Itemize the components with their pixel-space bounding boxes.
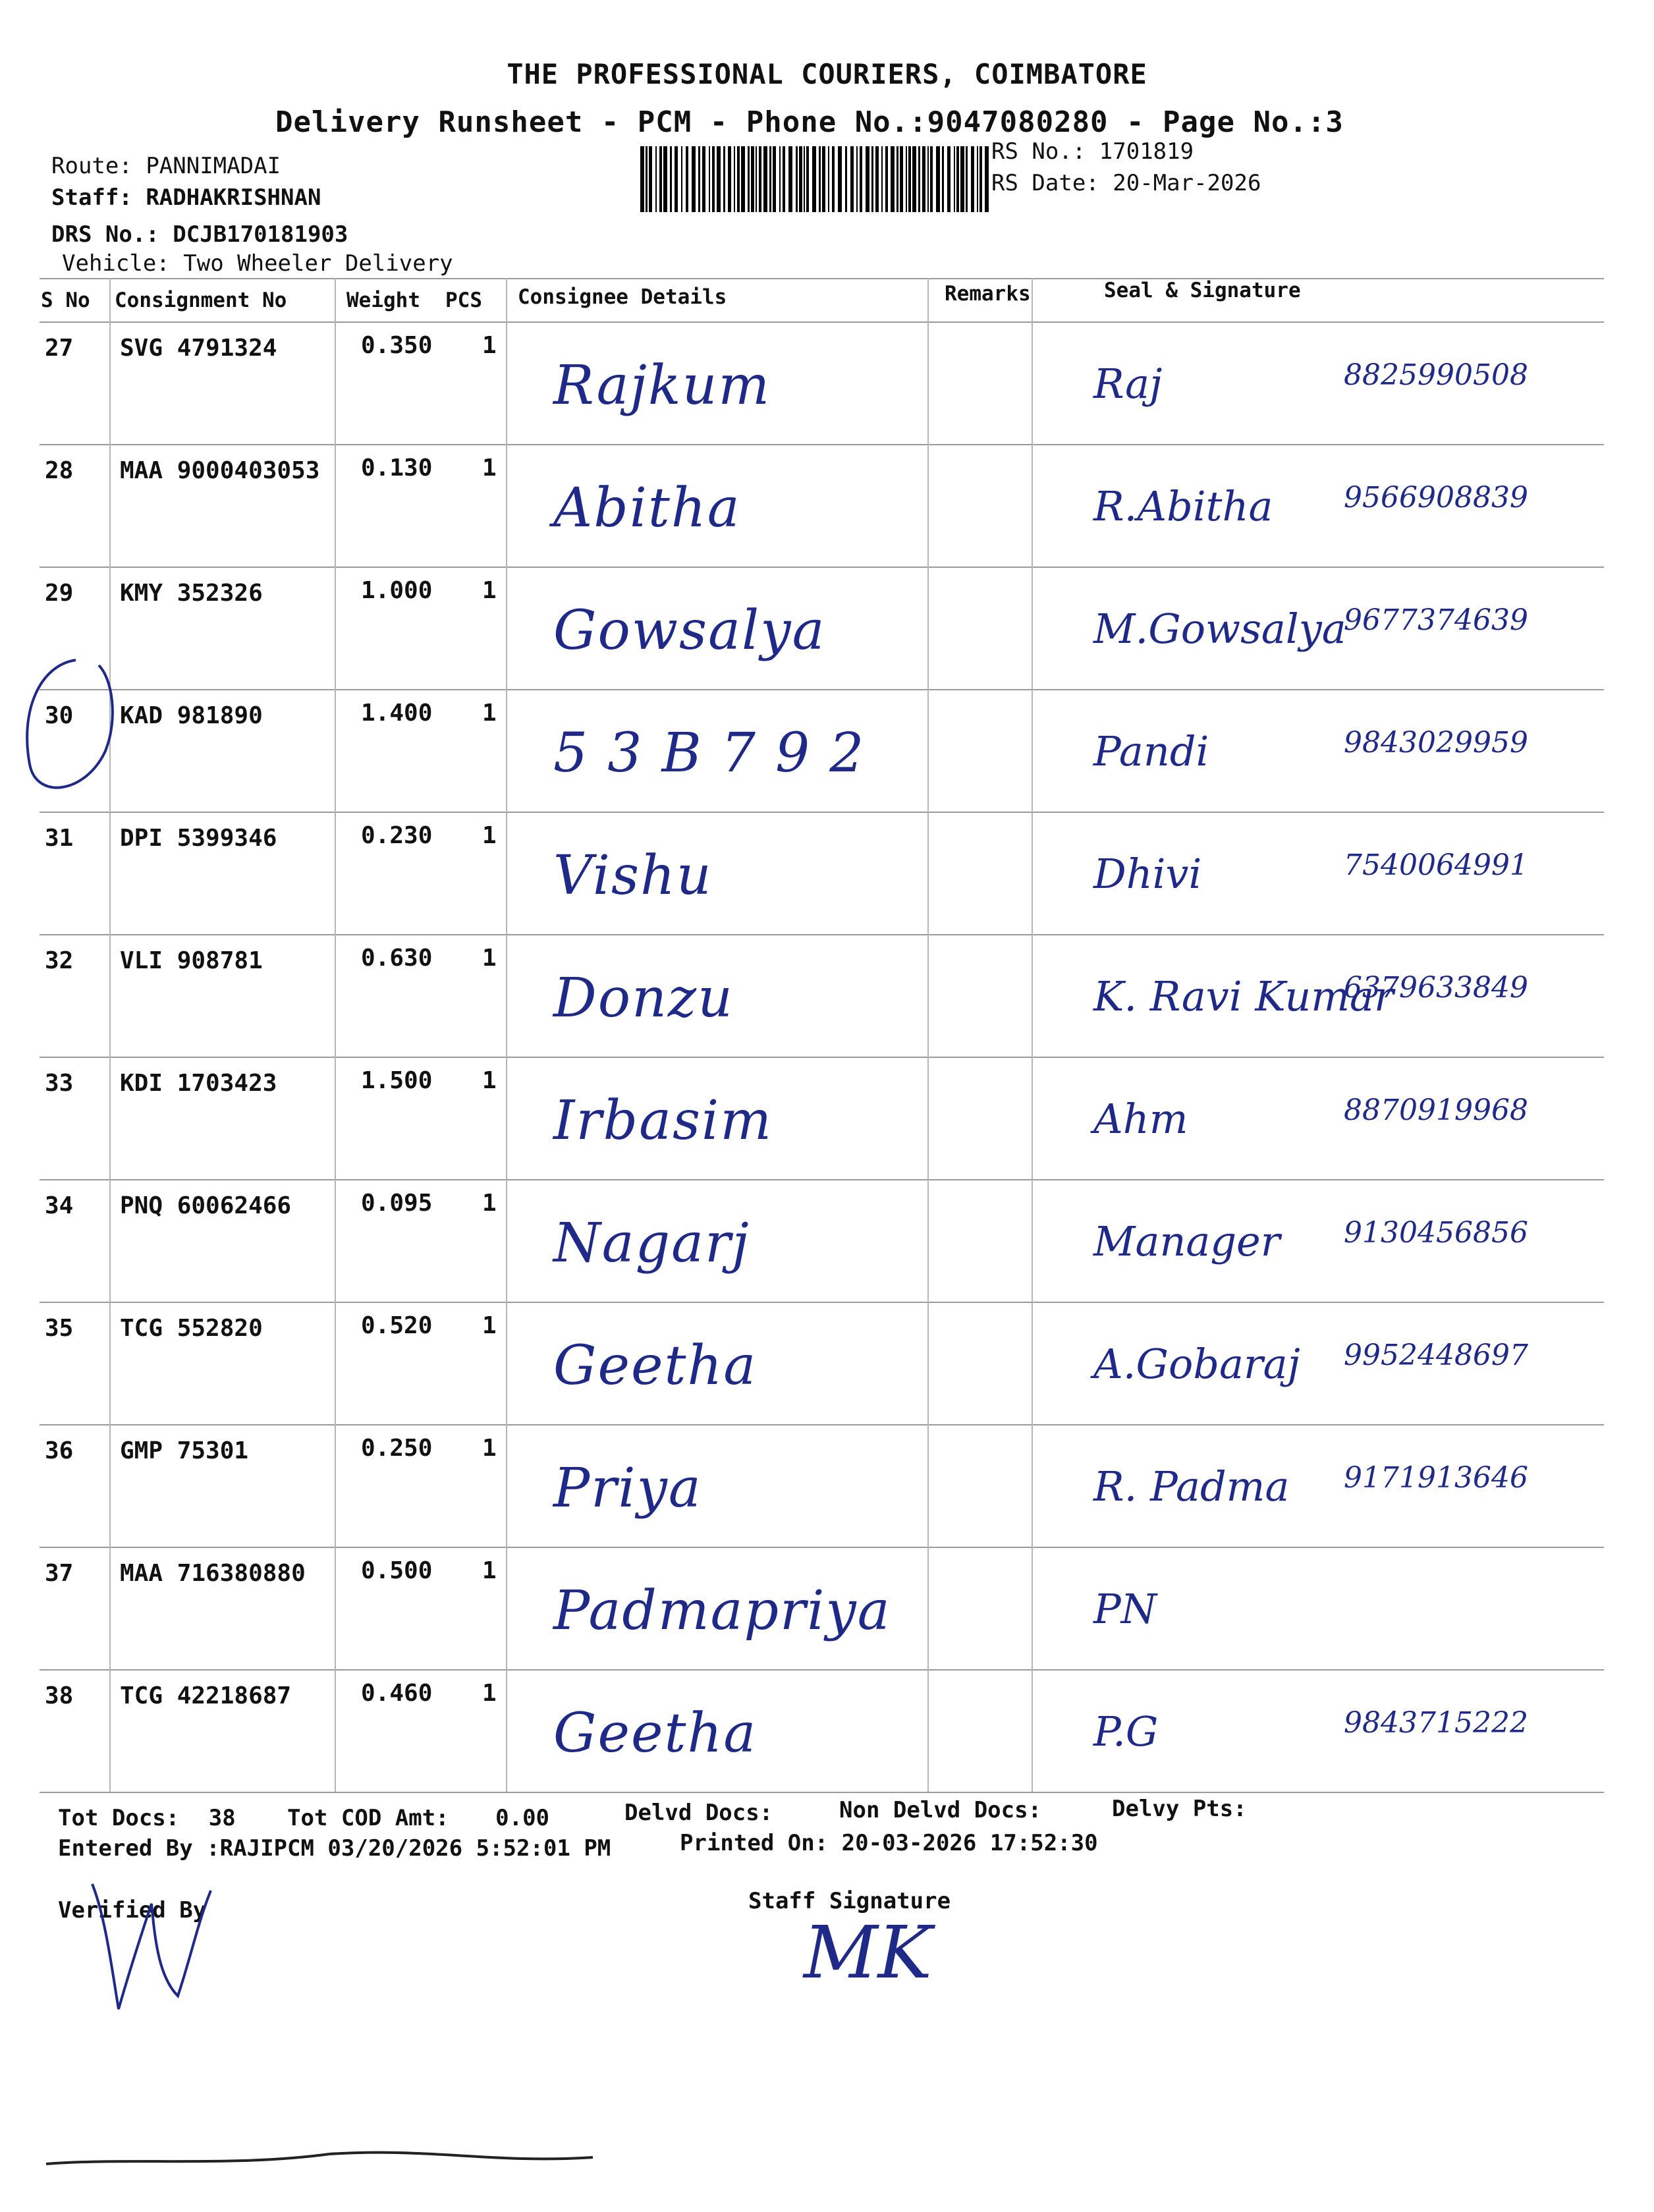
pcs-cell: 1 xyxy=(482,1067,497,1094)
weight-cell: 0.130 xyxy=(361,455,433,482)
recipient-phone: 9843715222 xyxy=(1344,1706,1528,1740)
barcode-bar xyxy=(646,146,648,212)
barcode-bar xyxy=(971,146,974,212)
tot-docs-value: 38 xyxy=(208,1805,236,1831)
consignment-cell: GMP 75301 xyxy=(120,1437,249,1464)
sno-cell: 31 xyxy=(45,825,74,852)
barcode-bar xyxy=(748,146,750,212)
drs-label: DRS No.: xyxy=(51,221,159,248)
vehicle-label: Vehicle: xyxy=(62,250,170,277)
recipient-signature: Manager xyxy=(1093,1217,1281,1265)
rs-no-label: RS No.: xyxy=(991,138,1086,165)
recipient-phone: 6379633849 xyxy=(1344,971,1528,1005)
pcs-cell: 1 xyxy=(482,577,497,604)
consignment-cell: TCG 42218687 xyxy=(120,1682,292,1709)
barcode-bar xyxy=(930,146,933,212)
barcode-bar xyxy=(783,146,785,212)
consignment-cell: DPI 5399346 xyxy=(120,825,277,852)
drs-value: DCJB170181903 xyxy=(173,221,348,248)
page-edge-line xyxy=(0,2134,1654,2187)
col-header-weight: Weight xyxy=(346,289,420,312)
consignment-cell: VLI 908781 xyxy=(120,947,263,974)
barcode-bar xyxy=(985,146,989,212)
barcode-bar xyxy=(891,146,895,212)
table-column-rule xyxy=(506,278,507,1792)
table-rule xyxy=(40,321,1604,323)
consignee-handwriting: Geetha xyxy=(553,1335,758,1397)
consignee-handwriting: Abitha xyxy=(553,477,741,539)
barcode-bar xyxy=(866,146,869,212)
recipient-signature: PN xyxy=(1093,1585,1157,1633)
barcode-bar xyxy=(850,146,854,212)
staff-signature: MK xyxy=(804,1910,932,1995)
barcode-bar xyxy=(956,146,959,212)
consignment-cell: SVG 4791324 xyxy=(120,335,277,362)
consignment-cell: KAD 981890 xyxy=(120,702,263,729)
barcode-bar xyxy=(640,146,644,212)
consignment-cell: TCG 552820 xyxy=(120,1315,263,1342)
barcode-bar xyxy=(751,146,754,212)
barcode-bar xyxy=(977,146,978,212)
barcode-bar xyxy=(737,146,740,212)
barcode-bar xyxy=(659,146,662,212)
consignee-handwriting: Geetha xyxy=(553,1702,758,1765)
table-rule xyxy=(40,444,1604,445)
barcode-bar xyxy=(896,146,898,212)
table-rule xyxy=(40,1669,1604,1671)
printed-on-label: Printed On: xyxy=(680,1830,829,1856)
table-rule xyxy=(40,934,1604,935)
recipient-phone: 9952448697 xyxy=(1344,1339,1528,1372)
route-value: PANNIMADAI xyxy=(146,153,281,179)
barcode-bar xyxy=(966,146,968,212)
hand-drawn-circle xyxy=(13,652,125,810)
sno-cell: 32 xyxy=(45,947,74,974)
tot-docs xyxy=(58,1805,236,1831)
barcode-bar xyxy=(860,146,862,212)
barcode-bar xyxy=(796,146,798,212)
barcode-bar xyxy=(806,146,809,212)
barcode-bar xyxy=(845,146,847,212)
sno-cell: 28 xyxy=(45,457,74,484)
barcode-bar xyxy=(871,146,873,212)
consignment-cell: MAA 716380880 xyxy=(120,1560,306,1587)
table-rule xyxy=(40,812,1604,813)
weight-cell: 0.250 xyxy=(361,1435,433,1462)
barcode-bar xyxy=(756,146,757,212)
barcode-bar xyxy=(712,146,715,212)
table-column-rule xyxy=(1032,278,1033,1792)
drs-line xyxy=(51,221,348,248)
consignment-cell: KDI 1703423 xyxy=(120,1070,277,1097)
pcs-cell: 1 xyxy=(482,455,497,482)
barcode-bar xyxy=(912,146,916,212)
barcode-bar xyxy=(649,146,652,212)
barcode-bar xyxy=(741,146,745,212)
sno-cell: 35 xyxy=(45,1315,74,1342)
sno-cell: 34 xyxy=(45,1192,74,1219)
barcode-bar xyxy=(728,146,731,212)
weight-cell: 1.000 xyxy=(361,577,433,604)
barcode-image xyxy=(640,146,989,212)
weight-cell: 1.400 xyxy=(361,700,433,727)
tot-cod-value: 0.00 xyxy=(495,1805,550,1831)
sno-cell: 29 xyxy=(45,580,74,607)
consignment-cell: MAA 9000403053 xyxy=(120,457,320,484)
weight-cell: 0.520 xyxy=(361,1312,433,1339)
consignee-handwriting: Padmapriya xyxy=(553,1580,891,1642)
consignment-cell: KMY 352326 xyxy=(120,580,263,607)
consignment-cell: PNQ 60062466 xyxy=(120,1192,292,1219)
non-delvd-docs-label: Non Delvd Docs: xyxy=(839,1797,1042,1823)
table-rule xyxy=(40,1057,1604,1058)
sno-cell: 30 xyxy=(45,702,74,729)
barcode-bar xyxy=(960,146,964,212)
col-header-pcs: PCS xyxy=(445,289,482,312)
recipient-signature: Raj xyxy=(1093,360,1163,408)
barcode-bar xyxy=(838,146,842,212)
pcs-cell: 1 xyxy=(482,1312,497,1339)
table-column-rule xyxy=(927,278,929,1792)
barcode-bar xyxy=(819,146,821,212)
table-rule xyxy=(40,1792,1604,1793)
recipient-signature: R. Padma xyxy=(1093,1462,1290,1510)
consignee-handwriting: Vishu xyxy=(553,844,713,907)
barcode-bar xyxy=(885,146,888,212)
barcode-bar xyxy=(947,146,951,212)
runsheet-subtitle: Delivery Runsheet - PCM - Phone No.:9047080280 - Page No.:3 xyxy=(275,105,1344,139)
barcode-bar xyxy=(828,146,829,212)
pcs-cell: 1 xyxy=(482,700,497,727)
barcode-bar xyxy=(734,146,735,212)
barcode-bar xyxy=(698,146,700,212)
table-rule xyxy=(40,567,1604,568)
barcode-bar xyxy=(832,146,835,212)
barcode-bar xyxy=(692,146,696,212)
pcs-cell: 1 xyxy=(482,1435,497,1462)
consignee-handwriting: Gowsalya xyxy=(553,599,826,662)
barcode-bar xyxy=(927,146,929,212)
barcode-bar xyxy=(812,146,816,212)
pcs-cell: 1 xyxy=(482,1190,497,1217)
barcode-bar xyxy=(906,146,907,212)
recipient-signature: P.G xyxy=(1093,1707,1159,1756)
vehicle-value: Two Wheeler Delivery xyxy=(183,250,453,277)
staff-value: RADHAKRISHNAN xyxy=(146,184,321,211)
col-header-sno: S No xyxy=(41,289,90,312)
col-header-remarks: Remarks xyxy=(945,282,1031,306)
sno-cell: 36 xyxy=(45,1437,74,1464)
barcode-bar xyxy=(763,146,767,212)
tot-cod-label: Tot COD Amt: xyxy=(287,1805,449,1831)
route-label: Route: xyxy=(51,153,132,179)
sno-cell: 27 xyxy=(45,335,74,362)
col-header-consignee: Consignee Details xyxy=(518,285,727,309)
consignee-handwriting: Priya xyxy=(553,1457,702,1520)
consignee-handwriting: Donzu xyxy=(553,967,734,1030)
barcode-bar xyxy=(936,146,940,212)
entered-by-value: :RAJIPCM 03/20/2026 5:52:01 PM xyxy=(206,1835,611,1862)
barcode-bar xyxy=(702,146,705,212)
recipient-signature: R.Abitha xyxy=(1093,482,1273,530)
recipient-phone: 7540064991 xyxy=(1344,848,1528,882)
barcode-bar xyxy=(922,146,925,212)
printed-on-value: 20-03-2026 17:52:30 xyxy=(841,1830,1098,1856)
table-rule xyxy=(40,1424,1604,1425)
recipient-signature: Ahm xyxy=(1093,1095,1188,1143)
barcode-bar xyxy=(655,146,657,212)
barcode-bar xyxy=(717,146,721,212)
barcode-bar xyxy=(709,146,710,212)
recipient-phone: 9677374639 xyxy=(1344,603,1528,637)
consignee-handwriting: Rajkum xyxy=(553,354,771,417)
sno-cell: 38 xyxy=(45,1682,74,1709)
staff-line xyxy=(51,184,321,211)
recipient-signature: Pandi xyxy=(1093,727,1209,775)
barcode-bar xyxy=(670,146,672,212)
weight-cell: 0.350 xyxy=(361,332,433,359)
staff-signature-label: Staff Signature xyxy=(748,1888,951,1914)
weight-cell: 0.460 xyxy=(361,1680,433,1707)
rs-date-line xyxy=(991,170,1261,196)
consignee-handwriting: Irbasim xyxy=(553,1090,773,1152)
barcode-bar xyxy=(856,146,858,212)
col-header-consignment: Consignment No xyxy=(115,289,287,312)
pcs-cell: 1 xyxy=(482,1680,497,1707)
consignee-handwriting: Nagarj xyxy=(553,1212,750,1275)
rs-date-label: RS Date: xyxy=(991,170,1099,196)
vehicle-line xyxy=(62,250,453,277)
table-rule xyxy=(40,1547,1604,1548)
table-column-rule xyxy=(109,278,111,1792)
entered-by xyxy=(58,1835,611,1862)
col-header-seal: Seal & Signature xyxy=(1104,279,1301,302)
barcode-bar xyxy=(788,146,792,212)
barcode-bar xyxy=(822,146,825,212)
weight-cell: 0.095 xyxy=(361,1190,433,1217)
delvd-docs-label: Delvd Docs: xyxy=(624,1800,773,1826)
tot-docs-label: Tot Docs: xyxy=(58,1805,180,1831)
table-rule xyxy=(40,278,1604,279)
recipient-phone: 9566908839 xyxy=(1344,481,1528,514)
barcode-bar xyxy=(908,146,911,212)
sno-cell: 33 xyxy=(45,1070,74,1097)
barcode-bar xyxy=(723,146,725,212)
recipient-phone: 9171913646 xyxy=(1344,1461,1528,1495)
rs-date-value: 20-Mar-2026 xyxy=(1113,170,1261,196)
barcode-bar xyxy=(799,146,802,212)
sno-cell: 37 xyxy=(45,1560,74,1587)
tot-cod xyxy=(287,1805,549,1831)
barcode-bar xyxy=(686,146,688,212)
barcode-bar xyxy=(875,146,879,212)
rs-no-line xyxy=(991,138,1194,165)
barcode-bar xyxy=(675,146,678,212)
barcode-bar xyxy=(759,146,761,212)
verifier-signature xyxy=(79,1864,237,2022)
barcode-bar xyxy=(900,146,903,212)
pcs-cell: 1 xyxy=(482,332,497,359)
barcode-bar xyxy=(979,146,982,212)
consignee-handwriting: 5 3 B 7 9 2 xyxy=(553,722,866,785)
pcs-cell: 1 xyxy=(482,945,497,972)
table-column-rule xyxy=(335,278,336,1792)
barcode-bar xyxy=(779,146,781,212)
barcode-bar xyxy=(918,146,920,212)
verified-by-label: Verified By xyxy=(58,1897,207,1923)
recipient-signature: A.Gobaraj xyxy=(1093,1340,1300,1388)
weight-cell: 0.500 xyxy=(361,1557,433,1584)
delvy-pts-label: Delvy Pts: xyxy=(1112,1796,1247,1822)
recipient-phone: 9843029959 xyxy=(1344,726,1528,760)
weight-cell: 0.630 xyxy=(361,945,433,972)
company-title: THE PROFESSIONAL COURIERS, COIMBATORE xyxy=(507,58,1147,90)
route-line xyxy=(51,153,281,179)
weight-cell: 1.500 xyxy=(361,1067,433,1094)
pcs-cell: 1 xyxy=(482,822,497,849)
barcode-bar xyxy=(942,146,944,212)
barcode-bar xyxy=(769,146,771,212)
recipient-phone: 8825990508 xyxy=(1344,358,1528,392)
table-rule xyxy=(40,1302,1604,1303)
entered-by-label: Entered By xyxy=(58,1835,193,1862)
barcode-bar xyxy=(881,146,883,212)
barcode-bar xyxy=(681,146,682,212)
recipient-signature: Dhivi xyxy=(1093,850,1202,898)
pcs-cell: 1 xyxy=(482,1557,497,1584)
table-rule xyxy=(40,1179,1604,1180)
table-rule xyxy=(40,689,1604,690)
recipient-phone: 9130456856 xyxy=(1344,1216,1528,1250)
recipient-signature: K. Ravi Kumar xyxy=(1093,972,1394,1020)
printed-on xyxy=(680,1830,1098,1856)
barcode-bar xyxy=(663,146,667,212)
recipient-phone: 8870919968 xyxy=(1344,1093,1528,1127)
staff-label: Staff: xyxy=(51,184,132,211)
recipient-signature: M.Gowsalya xyxy=(1093,605,1346,653)
barcode-bar xyxy=(954,146,955,212)
weight-cell: 0.230 xyxy=(361,822,433,849)
barcode-bar xyxy=(773,146,776,212)
barcode-bar xyxy=(804,146,805,212)
rs-no-value: 1701819 xyxy=(1099,138,1194,165)
